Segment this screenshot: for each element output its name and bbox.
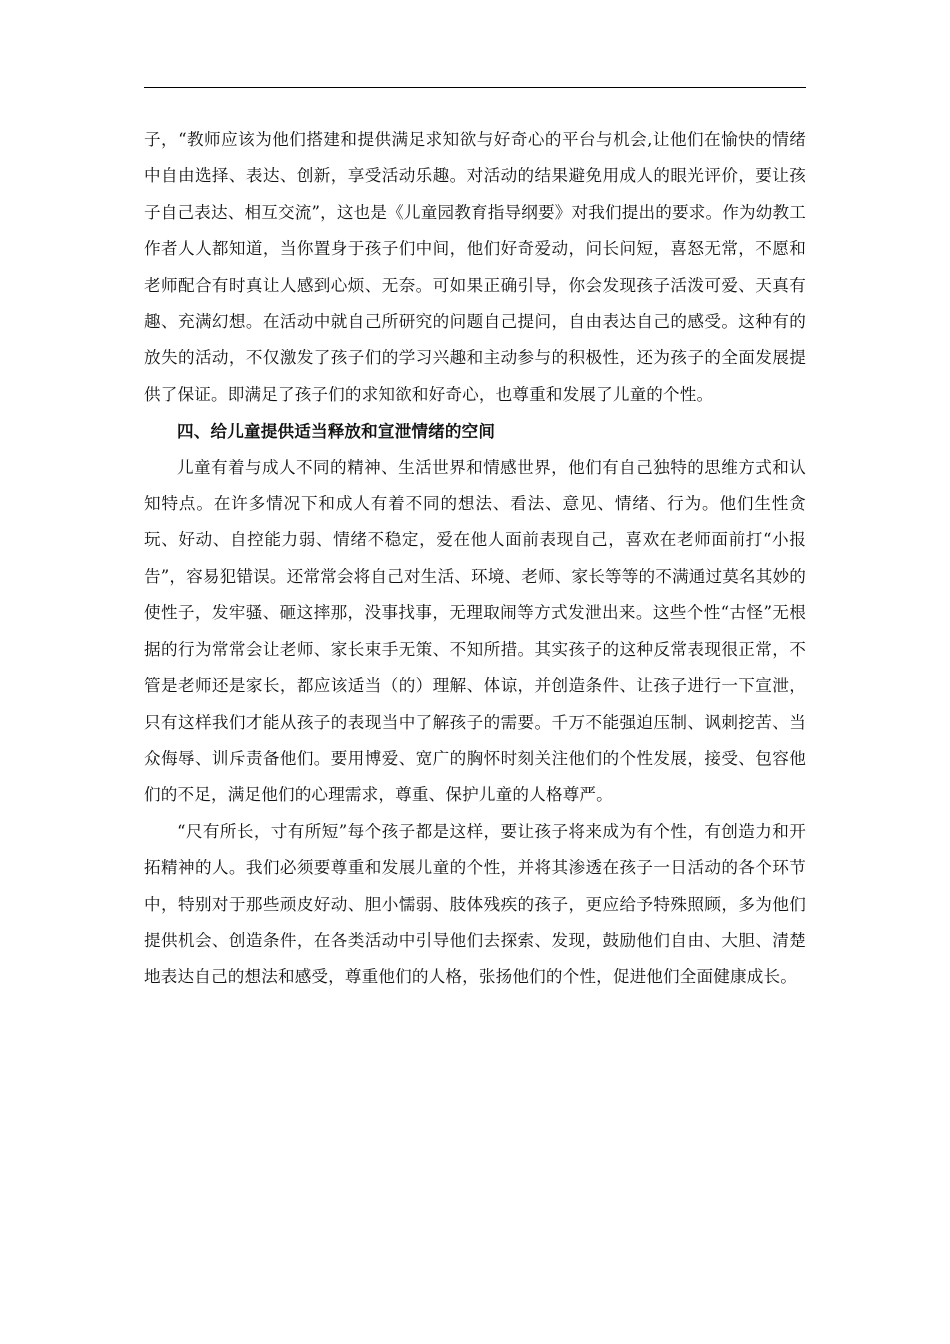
section-heading: 四、给儿童提供适当释放和宣泄情绪的空间 — [177, 421, 496, 442]
header-rule — [144, 87, 806, 88]
paragraph-continuation: 子，“教师应该为他们搭建和提供满足求知欲与好奇心的平台与机会,让他们在愉快的情绪中自由选择、表达、创新，享受活动乐趣。对活动的结果避免用成人的眼光评价，要让孩子自己表达、相互交流”，这也是《儿童园教育指导纲要》对我们提出的要求。作为幼教工作者人人都知道，当你置身于孩子们中间，他们好奇爱动，问长问短，喜怒无常，不愿和老师配合有时真让人感到心烦、无奈。可如果正确引导，你会发现孩子活泼可爱、天真有趣、充满幻想。在活动中就自己所研究的问题自己提问，自由表达自己的感受。这种有的放失的活动，不仅激发了孩子们的学习兴趣和主动参与的积极性，还为孩子的全面发展提供了保证。即满足了孩子们的求知欲和好奇心，也尊重和发展了儿童的个性。 — [144, 130, 806, 404]
paragraph: “尺有所长，寸有所短”每个孩子都是这样，要让孩子将来成为有个性，有创造力和开拓精神的人。我们必须要尊重和发展儿童的个性，并将其渗透在孩子一日活动的各个环节中，特别对于那些顽皮好动、胆小懦弱、肢体残疾的孩子，更应给予特殊照顾，多为他们提供机会、创造条件，在各类活动中引导他们去探索、发现，鼓励他们自由、大胆、清楚地表达自己的想法和感受，尊重他们的人格，张扬他们的个性，促进他们全面健康成长。 — [144, 821, 806, 987]
paragraph: 儿童有着与成人不同的精神、生活世界和情感世界，他们有自己独特的思维方式和认知特点。在许多情况下和成人有着不同的想法、看法、意见、情绪、行为。他们生性贪玩、好动、自控能力弱、情绪不稳定，爱在他人面前表现自己，喜欢在老师面前打“小报告”，容易犯错误。还常常会将自己对生活、环境、老师、家长等等的不满通过莫名其妙的使性子，发牢骚、砸这摔那，没事找事，无理取闹等方式发泄出来。这些个性“古怪”无根据的行为常常会让老师、家长束手无策、不知所措。其实孩子的这种反常表现很正常，不管是老师还是家长，都应该适当（的）理解、体谅，并创造条件、让孩子进行一下宣泄，只有这样我们才能从孩子的表现当中了解孩子的需要。千万不能强迫压制、讽刺挖苦、当众侮辱、训斥责备他们。要用博爱、宽广的胸怀时刻关注他们的个性发展，接受、包容他们的不足，满足他们的心理需求，尊重、保护儿童的人格尊严。 — [144, 457, 806, 805]
document-body — [144, 122, 806, 996]
